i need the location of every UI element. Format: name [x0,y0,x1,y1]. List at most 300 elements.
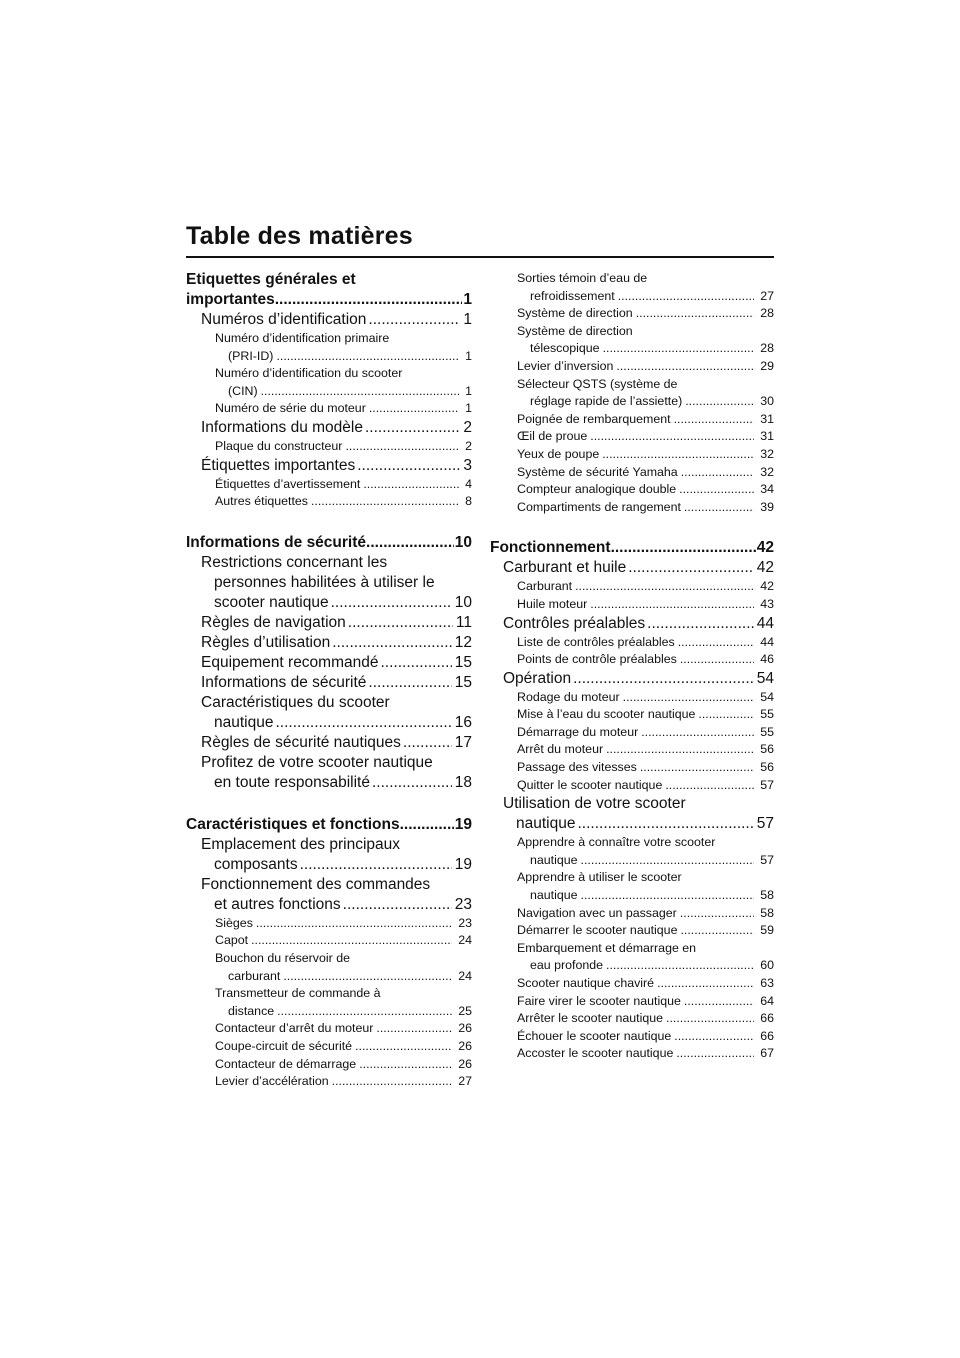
toc-entry-title: Autres étiquettes [215,494,308,509]
toc-entry[interactable] [490,689,774,707]
toc-entry-title: Arrêter le scooter nautique [517,1011,664,1026]
toc-entry-row [201,593,472,613]
toc-page-number: 60 [760,958,774,973]
toc-entry-row [517,993,774,1011]
toc-entry[interactable] [490,993,774,1011]
toc-page-number: 24 [458,933,472,948]
toc-entry-title: Sièges [215,915,253,930]
dot-leader [676,1045,754,1063]
toc-entry-row [517,340,774,358]
toc-entry-title: Numéro de série du moteur [215,401,366,416]
toc-entry-text-line: Emplacement des principaux [201,835,401,853]
toc-entry-text-line: Sorties témoin d’eau de [517,271,648,285]
toc-entry[interactable] [490,446,774,464]
toc-entry-row [186,533,472,553]
toc-entry-title: Arrêt du moteur [517,742,604,757]
toc-page-number: 23 [454,895,472,913]
toc-page-number: 24 [458,968,472,983]
toc-entry-row [215,1038,472,1056]
toc-entry-title: Scooter nautique chaviré [517,976,655,990]
toc-page-number: 26 [458,1021,472,1036]
toc-entry-title: Caractéristiques et fonctions [186,815,400,833]
toc-entry-row [517,1028,774,1046]
dot-leader [348,613,453,633]
toc-entry[interactable] [490,940,774,975]
toc-entry-title: Fonctionnement [490,539,611,557]
toc-right-column [490,270,774,1063]
toc-entry[interactable] [490,794,774,834]
dot-leader [372,773,452,793]
dot-leader [628,558,754,578]
dot-leader [674,411,755,429]
toc-page-number: 44 [756,614,774,632]
dot-leader [647,614,754,634]
toc-page-number: 66 [760,1028,774,1043]
toc-entry[interactable] [186,1073,472,1091]
toc-entry-text-line: Système de direction [517,323,633,338]
toc-entry-title: Informations de sécurité [201,673,367,691]
dot-leader [366,533,454,553]
toc-entry-title: importantes [186,291,275,308]
dot-leader [368,673,451,693]
dot-leader [666,1010,754,1028]
toc-entry-row [215,932,472,950]
toc-entry-title: réglage rapide de l’assiette) [530,394,683,409]
toc-entry-row [201,310,472,330]
toc-entry-row [517,1010,774,1028]
toc-entry-title: Levier d’accélération [215,1074,329,1089]
toc-entry[interactable] [490,596,774,614]
toc-entry-title: Coupe-circuit de sécurité [215,1038,353,1053]
toc-entry-row [517,634,774,652]
toc-entry-title: Rodage du moteur [517,689,620,704]
toc-entry-title: télescopique [530,341,600,356]
toc-page-number: 66 [760,1011,774,1026]
dot-leader [332,1073,453,1091]
toc-entry-title: Règles de navigation [201,613,346,631]
toc-entry-title: Système de direction [517,306,633,321]
toc-entry-row [517,596,774,614]
toc-entry-text-line: Caractéristiques du scooter [201,693,390,711]
toc-entry-row [517,499,774,517]
toc-entry-row [517,1045,774,1063]
toc-page-number: 55 [760,707,774,722]
toc-entry[interactable] [186,476,472,494]
dot-leader [680,651,754,669]
dot-leader [680,922,754,940]
toc-entry-title: Poignée de rembarquement [517,411,671,426]
toc-entry[interactable] [186,673,472,693]
toc-entry-row [215,1056,472,1074]
toc-page-number: 8 [465,494,472,509]
toc-entry[interactable] [490,1028,774,1046]
toc-entry[interactable] [186,553,472,613]
toc-entry[interactable] [186,1038,472,1056]
toc-entry-title: Mise à l’eau du scooter nautique [517,707,696,722]
toc-page-number: 59 [760,923,774,938]
toc-page-number: 17 [454,733,472,751]
toc-entry[interactable] [186,693,472,733]
toc-page-number: 42 [756,559,774,577]
toc-entry[interactable] [186,456,472,476]
dot-leader [355,1038,452,1056]
toc-entry-row [215,383,472,401]
dot-leader [256,915,452,933]
toc-entry-title: Démarrage du moteur [517,724,639,739]
toc-entry-title: Yeux de poupe [517,446,600,461]
toc-entry-row [215,968,472,986]
toc-entry-row [517,393,774,411]
toc-entry-title: Compteur analogique double [517,482,677,497]
toc-entry-row [215,476,472,494]
dot-leader [332,633,452,653]
dot-leader [674,1028,754,1046]
toc-entry[interactable] [490,411,774,429]
dot-leader [283,968,452,986]
toc-entry-title: Démarrer le scooter nautique [517,923,678,938]
toc-page-number: 1 [465,348,472,363]
toc-section-entry[interactable] [186,270,472,310]
toc-page-number: 57 [760,852,774,867]
dot-leader [602,446,754,464]
toc-entry[interactable] [490,975,774,993]
toc-entry[interactable] [490,922,774,940]
toc-entry-row [503,814,774,834]
dot-leader [577,814,753,834]
toc-page-number: 56 [760,760,774,775]
toc-entry-row [517,741,774,759]
toc-entry[interactable] [490,499,774,517]
toc-entry[interactable] [186,932,472,950]
dot-leader [575,578,754,596]
toc-entry[interactable] [490,741,774,759]
toc-entry-title: Points de contrôle préalables [517,652,677,667]
toc-entry[interactable] [186,418,472,438]
toc-entry-title: (CIN) [228,383,258,398]
toc-page-number: 4 [465,476,472,491]
dot-leader [363,476,459,494]
dot-leader [300,855,452,875]
toc-entry-title: Accoster le scooter nautique [517,1046,674,1061]
toc-entry-title: Étiquettes d’avertissement [215,476,361,491]
dot-leader [679,481,754,499]
toc-entry-row [186,815,472,835]
toc-entry[interactable] [186,653,472,673]
toc-entry[interactable] [490,464,774,482]
dot-leader [376,1020,452,1038]
toc-entry-row [201,895,472,915]
toc-entry-title: Plaque du constructeur [215,438,343,453]
toc-entry[interactable] [490,777,774,795]
toc-entry[interactable] [490,669,774,689]
toc-entry-title: Carburant et huile [503,559,627,577]
toc-entry[interactable] [186,613,472,633]
toc-page-number: 10 [454,593,472,611]
dot-leader [365,418,460,438]
dot-leader [606,741,754,759]
toc-entry-text-line: Sélecteur QSTS (système de [517,376,678,391]
toc-page-number: 31 [760,429,774,444]
toc-page-number: 34 [760,482,774,497]
toc-page-number: 46 [760,652,774,667]
toc-entry-row [517,446,774,464]
toc-left-column [186,270,472,1091]
toc-entry[interactable] [490,578,774,596]
dot-leader [381,653,452,673]
toc-entry-row [201,773,472,793]
toc-page-number: 54 [760,689,774,704]
toc-entry[interactable] [186,950,472,985]
toc-page-number: 23 [458,915,472,930]
toc-page-number: 25 [458,1003,472,1018]
dot-leader [261,383,460,401]
toc-entry[interactable] [490,323,774,358]
toc-entry-title: en toute responsabilité [214,773,370,791]
toc-entry-row [201,653,472,673]
toc-section-entry[interactable] [490,538,774,558]
toc-entry[interactable] [490,905,774,923]
toc-entry-title: Equipement recommandé [201,653,379,671]
toc-entry-row [517,689,774,707]
dot-leader [311,493,459,511]
toc-entry-row [201,633,472,653]
toc-entry[interactable] [490,358,774,376]
toc-entry-text-line: Bouchon du réservoir de [215,950,351,965]
dot-leader [590,596,754,614]
dot-leader [616,358,754,376]
toc-entry[interactable] [186,330,472,365]
toc-entry-title: nautique [530,852,578,867]
dot-leader [343,895,452,915]
toc-entry[interactable] [490,1045,774,1063]
toc-entry[interactable] [490,834,774,869]
toc-page-number: 58 [760,888,774,903]
dot-leader [665,777,754,795]
toc-page-number: 1 [465,383,472,398]
toc-page-number: 12 [454,633,472,651]
toc-page-number: 26 [458,1056,472,1071]
dot-leader [251,932,452,950]
toc-entry[interactable] [186,400,472,418]
dot-leader [657,975,754,993]
toc-page-number: 39 [760,499,774,514]
toc-entry-text-line: Utilisation de votre scooter [503,795,686,813]
toc-entry-title: Étiquettes importantes [201,456,356,474]
toc-entry-row [490,538,774,558]
toc-entry[interactable] [490,1010,774,1028]
toc-entry-text-line: Apprendre à utiliser le scooter [517,870,682,885]
toc-entry-title: eau profonde [530,958,604,973]
toc-entry-row [503,614,774,634]
toc-entry[interactable] [490,614,774,634]
toc-page-number: 56 [760,742,774,757]
toc-entry-title: Passage des vitesses [517,760,637,775]
dot-leader [573,669,754,689]
toc-entry-row [201,855,472,875]
toc-page-number: 16 [454,713,472,731]
dot-leader [581,852,755,870]
toc-entry-text-line: Apprendre à connaître votre scooter [517,835,716,850]
toc-page-number: 32 [760,464,774,479]
toc-page-number: 31 [760,411,774,426]
toc-entry[interactable] [490,305,774,323]
toc-entry-row [517,481,774,499]
toc-entry[interactable] [186,753,472,793]
dot-leader [623,689,755,707]
toc-page-number: 15 [454,673,472,691]
toc-entry-title: Opération [503,669,572,687]
toc-entry-row [517,358,774,376]
dot-leader [368,310,460,330]
toc-entry[interactable] [490,634,774,652]
toc-page-number: 11 [455,613,472,631]
toc-entry-row [215,915,472,933]
toc-entry-row [201,673,472,693]
toc-entry-text-line: Numéro d’identification primaire [215,331,390,345]
toc-entry-text-line: personnes habilitées à utiliser le [214,573,435,591]
toc-entry-row [517,922,774,940]
toc-entry-title: Capot [215,933,249,948]
toc-entry-title: Quitter le scooter nautique [517,777,663,792]
toc-page-number: 54 [756,669,774,687]
dot-leader [698,706,754,724]
dot-leader [684,499,754,517]
toc-page-number: 18 [454,773,472,791]
toc-page-number: 28 [760,341,774,356]
dot-leader [611,538,756,558]
toc-entry-row [201,613,472,633]
toc-entry-title: et autres fonctions [214,895,341,913]
toc-entry-row [503,558,774,578]
toc-entry-row [215,438,472,456]
toc-entry-row [186,290,472,310]
dot-leader [275,713,451,733]
toc-entry[interactable] [186,835,472,875]
toc-entry-row [215,1073,472,1091]
toc-entry[interactable] [490,270,774,305]
title-divider [186,256,774,258]
toc-entry[interactable] [490,724,774,742]
dot-leader [678,634,754,652]
toc-entry-row [517,651,774,669]
dot-leader [685,393,754,411]
toc-entry-title: Système de sécurité Yamaha [517,464,678,479]
toc-entry-title: Liste de contrôles préalables [517,634,675,649]
toc-entry-text-line: Profitez de votre scooter nautique [201,753,433,771]
page-title: Table des matières [186,222,413,250]
toc-entry-text-line: Fonctionnement des commandes [201,875,431,893]
toc-entry-row [517,305,774,323]
toc-entry-row [517,852,774,870]
toc-entry-title: refroidissement [530,288,615,303]
toc-entry-row [215,400,472,418]
toc-entry-row [517,724,774,742]
toc-entry-row [517,464,774,482]
toc-entry[interactable] [186,1056,472,1074]
toc-entry-text-line: Restrictions concernant les [201,553,388,571]
toc-entry[interactable] [186,733,472,753]
dot-leader [636,305,755,323]
toc-page-number: 2 [463,418,472,436]
dot-leader [640,759,754,777]
dot-leader [277,1003,452,1021]
toc-entry-title: nautique [214,713,274,731]
dot-leader [606,957,754,975]
toc-entry-title: Contacteur d’arrêt du moteur [215,1021,374,1036]
toc-entry[interactable] [490,869,774,904]
toc-entry-row [517,411,774,429]
toc-entry-title: Numéros d’identification [201,311,367,328]
toc-entry[interactable] [186,875,472,915]
toc-entry[interactable] [490,706,774,724]
toc-entry[interactable] [186,915,472,933]
toc-page-number: 1 [463,291,472,308]
toc-entry-row [201,418,472,438]
toc-page-number: 15 [454,653,472,671]
toc-entry-row [517,578,774,596]
toc-entry[interactable] [490,651,774,669]
toc-entry[interactable] [490,481,774,499]
toc-entry-title: Contrôles préalables [503,614,646,632]
toc-page-number: 63 [760,976,774,990]
toc-page-number: 1 [463,311,472,328]
toc-entry[interactable] [186,365,472,400]
toc-entry[interactable] [186,633,472,653]
toc-entry[interactable] [490,376,774,411]
toc-page-number: 67 [760,1046,774,1061]
toc-entry-title: Huile moteur [517,596,588,611]
toc-page-number: 55 [760,724,774,739]
dot-leader [276,348,459,366]
toc-entry[interactable] [490,759,774,777]
toc-entry[interactable] [490,558,774,578]
toc-section-entry[interactable] [186,815,472,835]
toc-entry-title: Informations de sécurité [186,533,367,551]
toc-entry-title: Compartiments de rangement [517,499,681,514]
toc-entry-row [517,777,774,795]
toc-entry-text-line: Numéro d’identification du scooter [215,366,403,381]
toc-page-number: 32 [760,446,774,461]
toc-page-number: 58 [760,905,774,920]
toc-entry[interactable] [490,428,774,446]
dot-leader [603,340,755,358]
toc-page-number: 26 [458,1038,472,1053]
toc-page-number: 1 [465,401,472,416]
toc-entry-title: Œil de proue [517,429,588,444]
toc-entry-title: Contacteur de démarrage [215,1056,357,1071]
dot-leader [590,428,754,446]
toc-entry-row [201,456,472,476]
toc-entry-row [503,669,774,689]
toc-entry[interactable] [186,438,472,456]
dot-leader [345,438,459,456]
toc-entry[interactable] [186,493,472,511]
toc-entry-row [201,733,472,753]
toc-page-number: 29 [760,358,774,373]
toc-entry[interactable] [186,1020,472,1038]
toc-page-number: 42 [756,539,774,557]
dot-leader [581,887,755,905]
toc-entry-row [215,348,472,366]
toc-entry-title: Carburant [517,579,573,594]
toc-entry-row [517,905,774,923]
toc-section-entry[interactable] [186,533,472,553]
dot-leader [357,456,460,476]
toc-entry-title: Échouer le scooter nautique [517,1028,672,1043]
toc-entry-title: composants [214,855,298,873]
toc-entry[interactable] [186,985,472,1020]
toc-entry[interactable] [186,310,472,330]
